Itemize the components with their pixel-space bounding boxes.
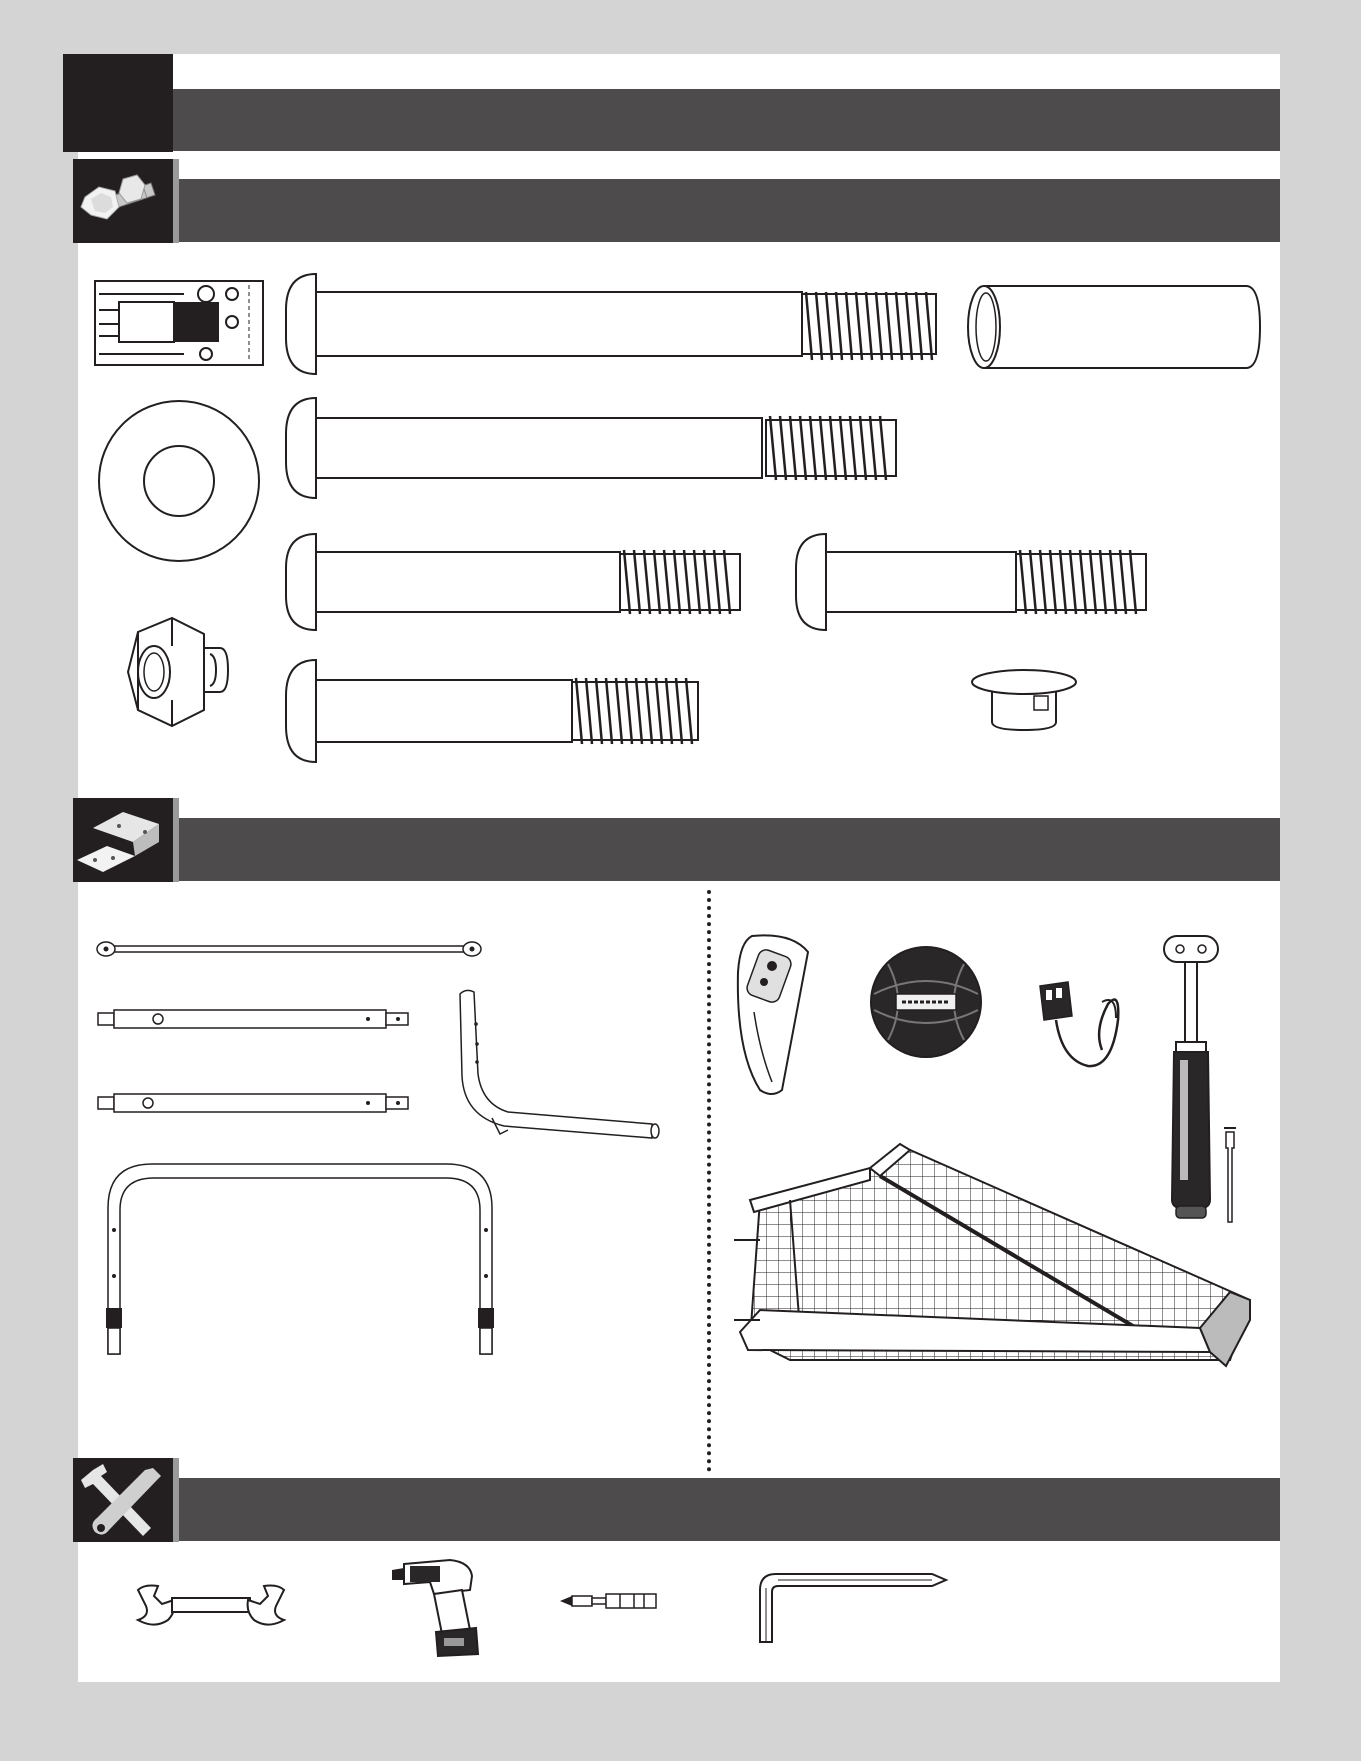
spacer-tube bbox=[964, 282, 1264, 372]
title-bar bbox=[173, 89, 1280, 151]
open-end-wrench bbox=[134, 1582, 288, 1628]
u-frame bbox=[100, 1158, 500, 1356]
cordless-drill bbox=[390, 1558, 490, 1658]
tools-icon-box bbox=[73, 1458, 179, 1542]
carriage-bolt-4 bbox=[794, 530, 1150, 634]
hardware-header-bar bbox=[179, 179, 1280, 242]
step-number-box bbox=[63, 54, 173, 152]
basketball bbox=[868, 944, 984, 1060]
carriage-bolt-2 bbox=[284, 394, 900, 502]
support-tube-2 bbox=[96, 1090, 412, 1116]
bracket-icon bbox=[73, 798, 173, 882]
carriage-bolt-3 bbox=[284, 530, 744, 634]
allen-wrench bbox=[756, 1568, 950, 1644]
carriage-bolt-1 bbox=[284, 268, 940, 380]
ball-return-net bbox=[730, 1140, 1260, 1374]
hardware-icon-box bbox=[73, 159, 179, 243]
ac-adapter bbox=[1032, 980, 1124, 1070]
lock-nut bbox=[124, 612, 242, 730]
screwdriver-bit bbox=[558, 1590, 660, 1612]
bolt-nut-icon bbox=[73, 159, 173, 243]
parts-header-bar bbox=[179, 818, 1280, 881]
parts-icon-box bbox=[73, 798, 179, 882]
bent-pole bbox=[456, 984, 662, 1146]
tools-header-bar bbox=[179, 1478, 1280, 1541]
crossed-wrenches-icon bbox=[73, 1458, 173, 1542]
hardware-card bbox=[94, 280, 264, 366]
scoreboard-module bbox=[732, 932, 814, 1098]
washer bbox=[96, 398, 262, 564]
brace-rod bbox=[96, 938, 482, 962]
end-cap bbox=[968, 668, 1080, 732]
carriage-bolt-5 bbox=[284, 656, 702, 766]
support-tube-1 bbox=[96, 1006, 412, 1032]
section-divider bbox=[707, 890, 711, 1472]
